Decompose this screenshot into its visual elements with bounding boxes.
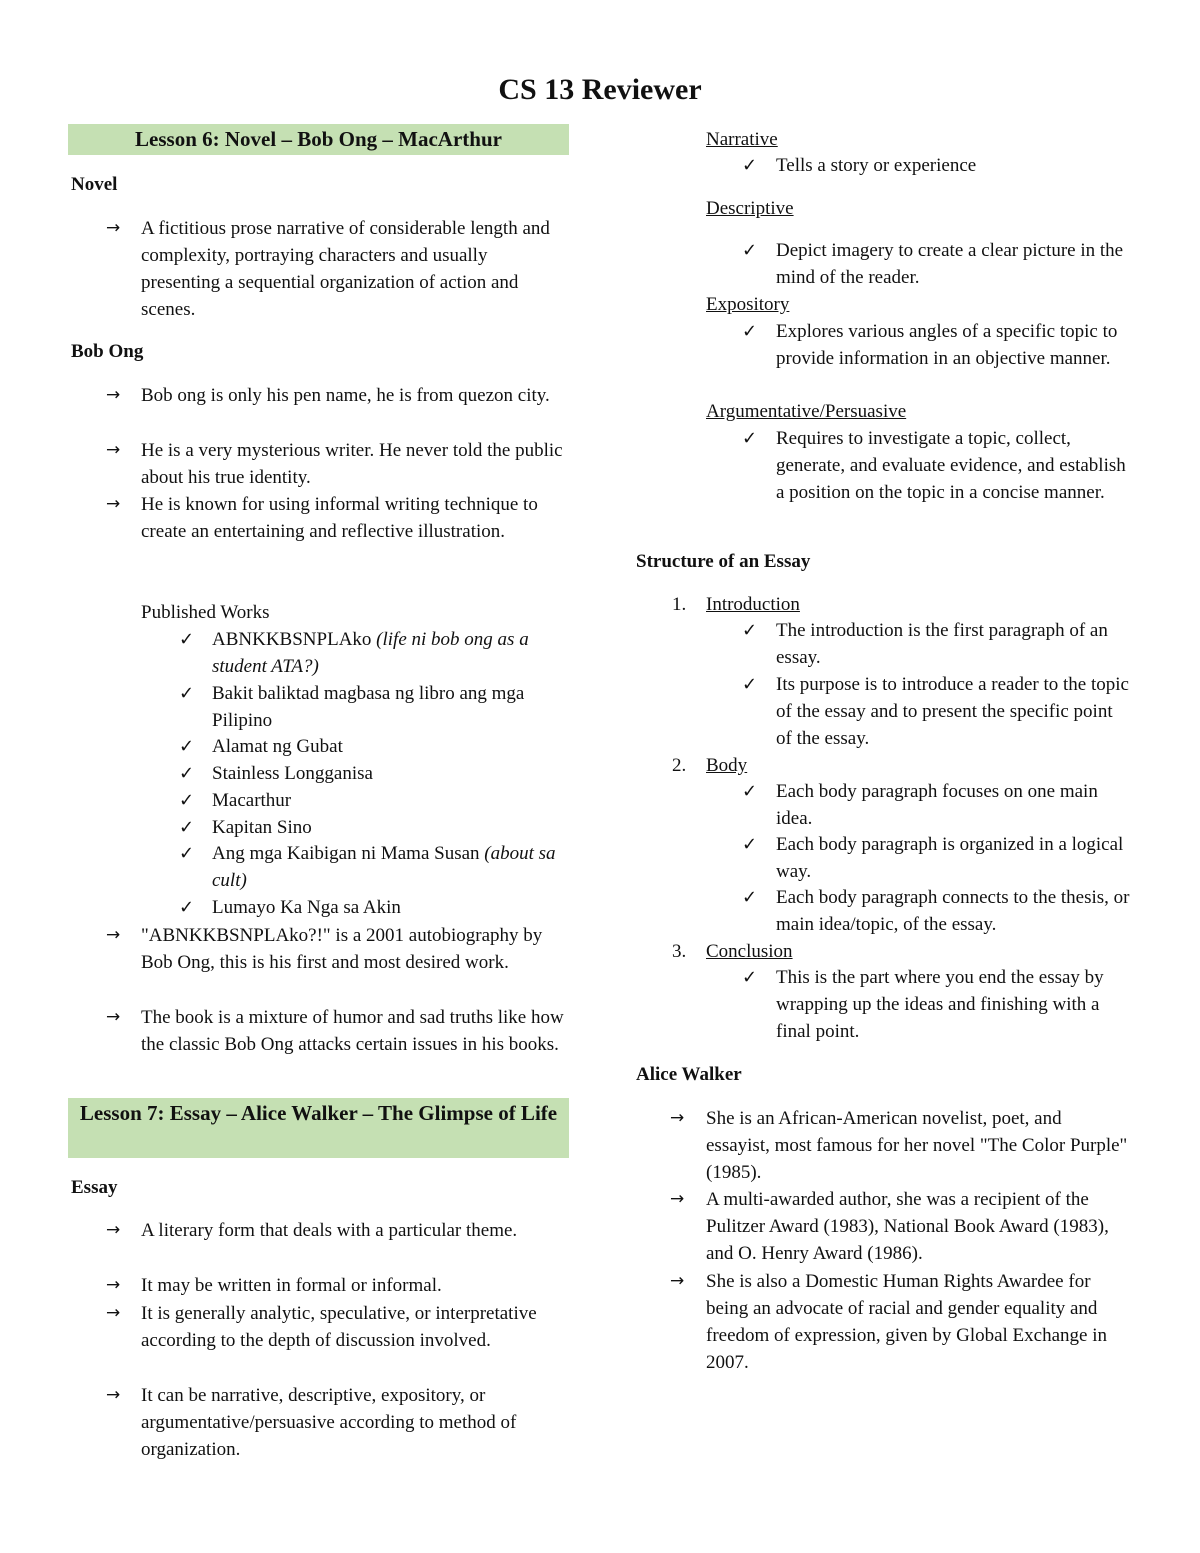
lesson7-header: Lesson 7: Essay – Alice Walker – The Glimpse of Life [68,1098,569,1158]
document-title: CS 13 Reviewer [498,73,702,106]
alice-item: → She is also a Domestic Human Rights Awardee for being an advocate of racial and gender equality and freedom of expression, given by Global Exchange in 2007. [636,1268,1129,1376]
structure-conclusion-label: Conclusion [706,941,793,962]
novel-heading: Novel [71,174,118,195]
type-narrative-desc: ✓ Tells a story or experience [776,152,1132,179]
alice-item: → A multi-awarded author, she was a recipient of the Pulitzer Award (1983), National Book Award (1983), and O. Henry Award (1986). [636,1186,1129,1267]
conclusion-point: ✓ This is the part where you end the essay by wrapping up the ideas and finishing with a final point. [776,964,1132,1045]
structure-intro-label: Introduction [706,594,800,615]
arrow-icon: → [670,1271,685,1291]
abnkk-item: → "ABNKKBSNPLAko?!" is a 2001 autobiography by Bob Ong, this is his first and most desired work. [68,922,569,976]
essay-heading: Essay [71,1177,118,1198]
published-works-label: Published Works [141,602,270,623]
type-descriptive-desc: ✓ Depict imagery to create a clear picture in the mind of the reader. [776,237,1132,291]
arrow-icon: → [106,1220,121,1240]
check-icon: ✓ [179,817,195,838]
check-icon: ✓ [179,897,195,918]
type-argumentative-label: Argumentative/Persuasive [706,401,907,422]
body-point: ✓ Each body paragraph focuses on one main idea. [776,778,1132,832]
check-icon: ✓ [742,620,758,641]
check-icon: ✓ [742,967,758,988]
structure-number: 1. [672,594,687,615]
work-item: ✓ Bakit baliktad magbasa ng libro ang mga Pilipino [212,680,562,734]
arrow-icon: → [106,385,121,405]
essay-item: → It is generally analytic, speculative, or interpretative according to the depth of discussion involved. [68,1300,569,1354]
alice-heading: Alice Walker [636,1064,742,1085]
bobong-heading: Bob Ong [71,341,144,362]
check-icon: ✓ [179,843,195,864]
check-icon: ✓ [742,321,758,342]
essay-item: → It can be narrative, descriptive, expository, or argumentative/persuasive according to method of organization. [68,1382,569,1463]
check-icon: ✓ [179,683,195,704]
check-icon: ✓ [742,674,758,695]
structure-number: 3. [672,941,687,962]
bobong-item: → He is known for using informal writing technique to create an entertaining and reflective illustration. [68,491,569,545]
structure-number: 2. [672,755,687,776]
essay-item: → It may be written in formal or informal. [68,1272,569,1299]
type-argumentative-desc: ✓ Requires to investigate a topic, collect, generate, and evaluate evidence, and establish a position on the topic in a concise manner. [776,425,1132,506]
work-item: ✓ Stainless Longganisa [212,760,562,787]
check-icon: ✓ [179,736,195,757]
check-icon: ✓ [742,887,758,908]
arrow-icon: → [106,1385,121,1405]
check-icon: ✓ [742,834,758,855]
type-expository-label: Expository [706,294,790,315]
lesson6-header: Lesson 6: Novel – Bob Ong – MacArthur [68,124,569,155]
work-item: ✓ ABNKKBSNPLAko (life ni bob ong as a student ATA?) [212,626,562,680]
type-descriptive-label: Descriptive [706,198,794,219]
body-point: ✓ Each body paragraph is organized in a logical way. [776,831,1132,885]
check-icon: ✓ [742,428,758,449]
work-item: ✓ Lumayo Ka Nga sa Akin [212,894,562,921]
type-expository-desc: ✓ Explores various angles of a specific topic to provide information in an objective manner. [776,318,1132,372]
structure-body-label: Body [706,755,748,776]
check-icon: ✓ [742,155,758,176]
arrow-icon: → [106,1303,121,1323]
intro-point: ✓ The introduction is the first paragraph of an essay. [776,617,1132,671]
arrow-icon: → [106,925,121,945]
structure-heading: Structure of an Essay [636,551,811,572]
check-icon: ✓ [179,763,195,784]
arrow-icon: → [670,1189,685,1209]
work-item: ✓ Ang mga Kaibigan ni Mama Susan (about sa cult) [212,840,562,894]
work-item: ✓ Macarthur [212,787,562,814]
bobong-item: → Bob ong is only his pen name, he is from quezon city. [68,382,569,409]
arrow-icon: → [106,218,121,238]
check-icon: ✓ [742,781,758,802]
arrow-icon: → [106,494,121,514]
work-item: ✓ Alamat ng Gubat [212,733,562,760]
arrow-icon: → [106,440,121,460]
intro-point: ✓ Its purpose is to introduce a reader to the topic of the essay and to present the specific point of the essay. [776,671,1132,752]
check-icon: ✓ [179,629,195,650]
arrow-icon: → [106,1007,121,1027]
work-item: ✓ Kapitan Sino [212,814,562,841]
novel-definition: → A fictitious prose narrative of considerable length and complexity, portraying characters and usually presenting a sequential organization of action and scenes. [68,215,569,323]
arrow-icon: → [670,1108,685,1128]
type-narrative-label: Narrative [706,129,778,150]
alice-item: → She is an African-American novelist, poet, and essayist, most famous for her novel "The Color Purple" (1985). [636,1105,1129,1186]
essay-item: → A literary form that deals with a particular theme. [68,1217,569,1244]
book-item: → The book is a mixture of humor and sad truths like how the classic Bob Ong attacks certain issues in his books. [68,1004,569,1058]
body-point: ✓ Each body paragraph connects to the thesis, or main idea/topic, of the essay. [776,884,1132,938]
bobong-item: → He is a very mysterious writer. He never told the public about his true identity. [68,437,569,491]
check-icon: ✓ [742,240,758,261]
arrow-icon: → [106,1275,121,1295]
check-icon: ✓ [179,790,195,811]
